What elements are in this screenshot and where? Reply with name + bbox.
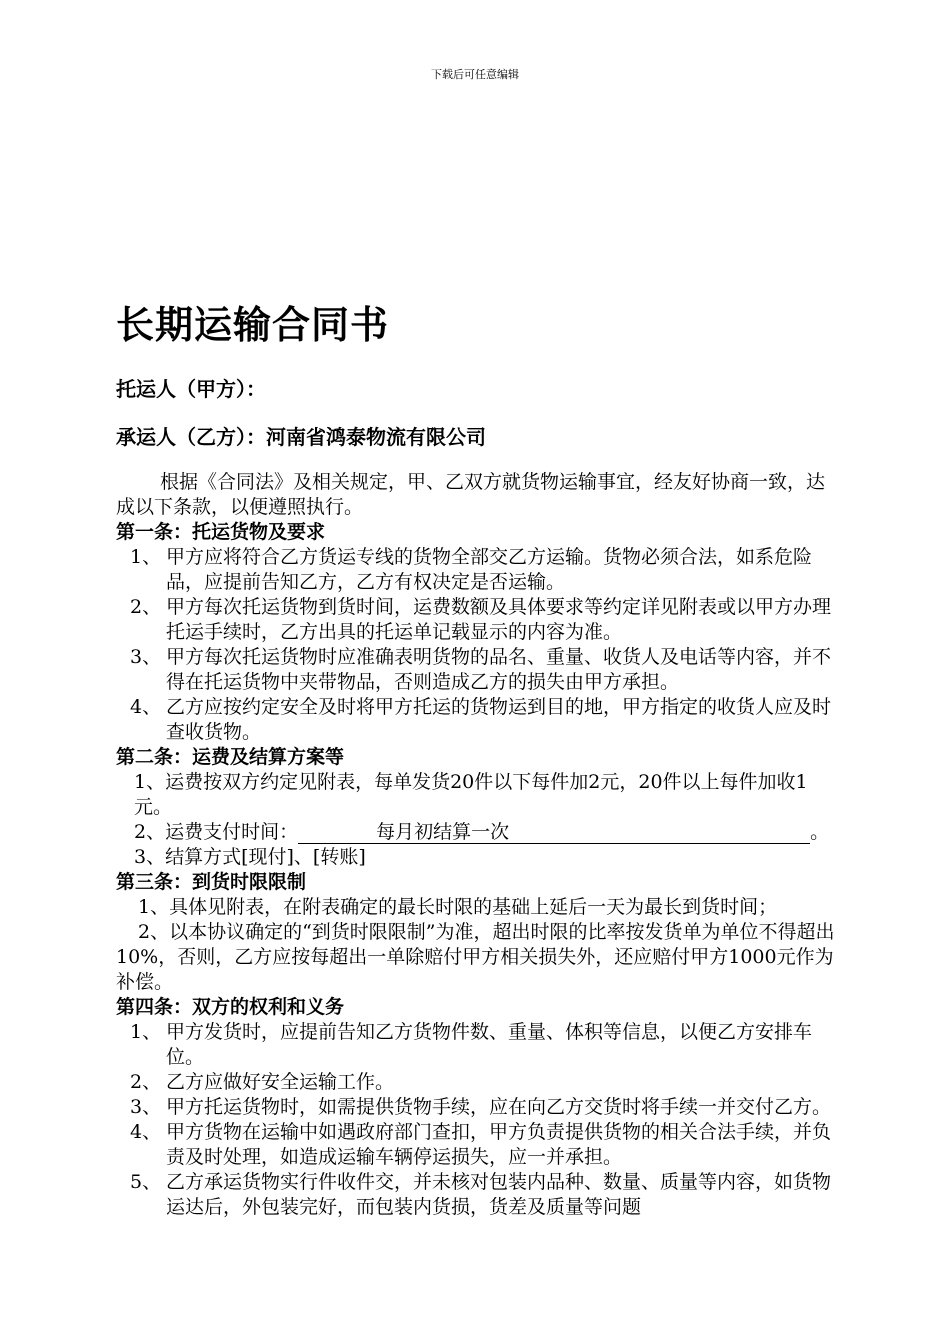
item-text: 甲方托运货物时，如需提供货物手续，应在向乙方交货时将手续一并交付乙方。 [166,1096,832,1118]
section-2-heading: 第二条：运费及结算方案等 [116,746,345,768]
section-4-item [116,1095,840,1120]
document-title: 长期运输合同书 [116,303,390,347]
item-text: 甲方每次托运货物到货时间，运费数额及具体要求等约定详见附表或以甲方办理托运手续时，乙方出具的托运单记载显示的内容为准。 [166,596,832,643]
item-number: 4、 [130,1121,162,1143]
item-number: 1、 [130,546,162,568]
section-1-item [116,645,840,695]
item-text: 乙方应做好安全运输工作。 [166,1071,395,1093]
item-number: 3、 [130,646,162,668]
section-1-item [116,695,840,745]
item-text: 甲方货物在运输中如遇政府部门查扣，甲方负责提供货物的相关合法手续，并负责及时处理，如造成运输车辆停运损失，应一并承担。 [166,1121,832,1168]
item-number: 1、 [130,1021,162,1043]
item-number: 2、 [130,596,162,618]
item-text: 乙方应按约定安全及时将甲方托运的货物运到目的地，甲方指定的收货人应及时查收货物。 [166,696,832,743]
party-a-line: 托运人（甲方）： [116,377,266,401]
section-2-item-3: 3、结算方式[现付]、[转账] [134,846,366,868]
section-4-item [116,1120,840,1170]
payment-time-label: 2、运费支付时间： [134,821,299,843]
section-4-item [116,1070,840,1095]
item-text: 甲方发货时，应提前告知乙方货物件数、重量、体积等信息，以便乙方安排车位。 [166,1021,813,1068]
section-2-item-1: 1、运费按双方约定见附表，每单发货20件以下每件加2元，20件以上每件加收1元。 [134,771,808,818]
section-1-item [116,595,840,645]
party-b-line: 承运人（乙方）：河南省鸿泰物流有限公司 [116,425,486,449]
header-note: 下载后可任意编辑 [431,68,519,81]
contract-body [116,470,840,1220]
item-text: 甲方每次托运货物时应准确表明货物的品名、重量、收货人及电话等内容，并不得在托运货物中夹带物品，否则造成乙方的损失由甲方承担。 [166,646,832,693]
section-2-item-2 [116,820,840,845]
section-4-item [116,1020,840,1070]
item-text: 甲方应将符合乙方货运专线的货物全部交乙方运输。货物必须合法，如系危险品，应提前告知乙方，乙方有权决定是否运输。 [166,546,813,593]
section-1-heading: 第一条：托运货物及要求 [116,521,326,543]
item-number: 3、 [130,1096,162,1118]
item-number: 5、 [130,1171,162,1193]
section-3-heading: 第三条：到货时限限制 [116,871,307,893]
item-number: 2、 [130,1071,162,1093]
section-1-item [116,545,840,595]
payment-time-field: 每月初结算一次 [298,821,810,844]
item-text: 乙方承运货物实行件收件交，并未核对包装内品种、数量、质量等内容，如货物运达后，外包装完好，而包装内货损，货差及质量等问题 [166,1171,832,1218]
intro-paragraph: 根据《合同法》及相关规定，甲、乙双方就货物运输事宜，经友好协商一致，达成以下条款，以便遵照执行。 [116,471,826,518]
section-4-heading: 第四条：双方的权利和义务 [116,996,345,1018]
payment-time-end: 。 [810,821,830,843]
section-4-item [116,1170,840,1220]
section-3-item-2: 2、以本协议确定的“到货时限限制”为准，超出时限的比率按发货单为单位不得超出10%，否则，乙方应按每超出一单除赔付甲方相关损失外，还应赔付甲方1000元作为补偿。 [116,921,835,993]
item-number: 4、 [130,696,162,718]
section-3-item-1: 1、具体见附表，在附表确定的最长时限的基础上延后一天为最长到货时间； [138,896,778,918]
